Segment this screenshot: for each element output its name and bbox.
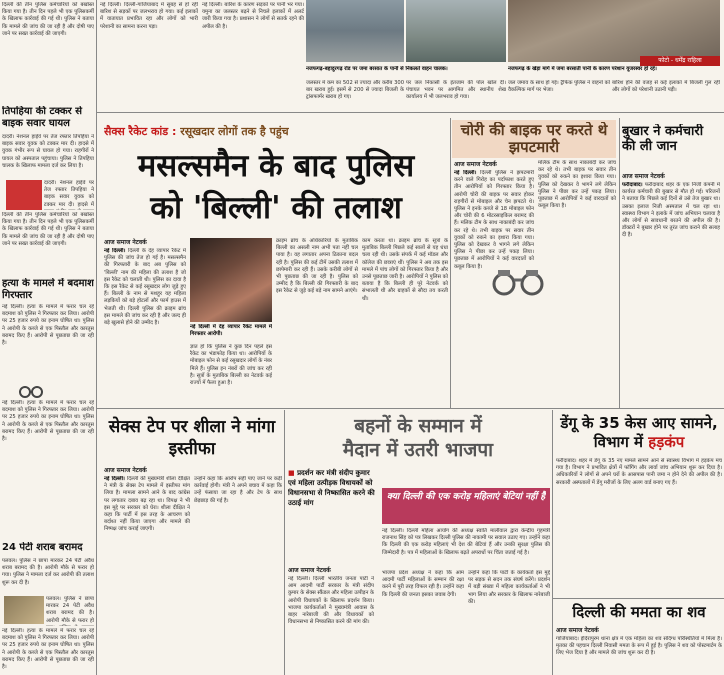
dengue-text: फरीदाबाद। शहर में डेंगू के 35 नए मामले सामने आने से स्वास्थ्य विभाग में हड़कंप मच गया है। विभाग ने प्रभावित क्षेत्रों में फॉगिंग और लार्वा जांच अभियान शुरू कर दिया है। अधिकारियों ने लोगों से अपने घरों के आसपास पानी जमा न होने देने की अपील की है। सरकारी अस्पतालों में डेंगू मरीजों के लिए अलग वार्ड बनाए गए हैं। (556, 458, 722, 486)
left-story-3c: नई दिल्ली। हत्या के मामले में फरार चल रहे बदमाश को पुलिस ने गिरफ्तार कर लिया। आरोपी पर 25 हजार रुपये का इनाम घोषित था। पुलिस ने आरोपी के कब्जे से एक पिस्तौल और कारतूस बरामद किए हैं। आरोपी से पूछताछ की जा रही है। (2, 628, 94, 671)
top-photo-2 (406, 0, 506, 62)
bike-text-1: नई दिल्ली। दिल्ली पुलिस ने झपटमारी करने वाले गिरोह का पर्दाफाश करते हुए तीन आरोपियों को गिरफ्तार किया है। आरोपी चोरी की बाइक पर सवार होकर राहगीरों से मोबाइल और चेन झपटते थे। पुलिस ने इनके कब्जे से 18 मोबाइल फोन और चोरी की 6 मोटरसाइकिल बरामद की हैं। मलिक टीम के साथ नाकाबंदी कर जांच कर रहे थे। तभी बाइक पर सवार तीन युवकों को रुकने का इशारा किया गया। पुलिस को देखकर वे भागने लगे लेकिन पुलिस ने पीछा कर उन्हें पकड़ लिया। पूछताछ में आरोपियों ने कई वारदातों को कबूल किया है। (454, 170, 534, 270)
mamata-headline: दिल्ली की ममता का शव (572, 603, 706, 621)
top-caption-1: नजफगढ़-बहादुरगढ़ रोड पर जमा बरसात के पानी से निकलते वाहन चालक। (306, 66, 448, 72)
mamata-text: गाजियाबाद। इंदिरापुरम थाना क्षेत्र में एक महिला का शव संदिग्ध परिस्थितियों में मिला है। मृतका की पहचान दिल्ली निवासी ममता के रूप में हुई है। पुलिस ने शव को पोस्टमार्टम के लिए भेज दिया है और मामले की जांच शुरू कर दी है। (556, 636, 722, 657)
bjp-quote-headline: क्या दिल्ली की एक करोड़ महिलाएं बेटियां नहीं हैं (386, 492, 546, 502)
dengue-headline-highlight: हड़कंप (648, 433, 685, 451)
sheila-text-2: उन्होंने कहा कि आरोप सही पाए जाने पर कड़ी कार्रवाई होगी। मंत्री ने अपने बचाव में कहा कि उन्हें फंसाया जा रहा है और टेप के साथ छेड़छाड़ की गई है। (194, 476, 282, 504)
left-story-1b: दादरी। नेशनल हाईवे पर तेज रफ्तार तिपहिया ने बाइक सवार युवक को टक्कर मार दी। हादसे में (44, 180, 94, 208)
bjp-headline-line1: बहनों के सम्मान में (354, 415, 482, 437)
main-dateline: नई दिल्ली। (104, 248, 126, 254)
left-story-1: दादरी। नेशनल हाईवे पर तेज रफ्तार तिपहिया ने बाइक सवार युवक को टक्कर मार दी। हादसे में युवक गंभीर रूप से घायल हो गया। राहगीरों ने घायल को अस्पताल पहुंचाया। पुलिस ने तिपहिया चालक के खिलाफ मामला दर्ज कर लिया है। (2, 134, 94, 169)
sheila-text: नई दिल्ली। दिल्ली की मुख्यमंत्री शीला दीक्षित ने मंत्री के सेक्स टेप मामले में इस्तीफा मांग लिया है। मामला सामने आने के बाद कांग्रेस पर लगातार दबाव बढ़ रहा था। विपक्ष ने भी इस मुद्दे पर सरकार को घेरा। शीला दीक्षित ने कहा कि पार्टी में इस तरह के आचरण को बर्दाश्त नहीं किया जाएगा और मामले की निष्पक्ष जांच कराई जाएगी। (104, 476, 190, 533)
bjp-text: नई दिल्ली। दिल्ली भारतीय जनता पार्टी ने आम आदमी पार्टी सरकार के मंत्री संदीप कुमार के सेक्स स्कैंडल और महिला उत्पीड़न के आरोपी विधायकों के खिलाफ प्रदर्शन किया। भाजपा कार्यकर्ताओं ने मुख्यमंत्री आवास के बाहर नारेबाजी की और विधायकों को विधानसभा से निष्कासित करने की मांग की। (288, 576, 374, 626)
left-story-1c: दिल्ली की तीन पुलिस कर्मचारियों को बर्खास्त किया गया है। तीन दिन पहले भी एक पुलिसकर्मी के खिलाफ कार्रवाई की गई थी। पुलिस ने बताया कि मामले की जांच की जा रही है और दोषी पाए जाने पर सख्त कार्रवाई की जाएगी। (2, 212, 94, 247)
main-photo-caption: नई दिल्ली में देह व्यापार रैकेट मामले में गिरफ्तार आरोपी। (190, 324, 272, 338)
main-photo (190, 238, 272, 322)
main-col4: काम करता था। क्राइम ब्रांच के सूत्रों के मुताबिक बिल्ली पिछले कई सालों से यह धंधा चला रही थी। उसके संपर्क में कई मॉडल और कॉलेज की छात्राएं थीं। पुलिस ने अब तक इस मामले में पांच लोगों को गिरफ्तार किया है और उनसे पूछताछ जारी है। आरोपियों ने पुलिस को बताया है कि बिल्ली ही पूरे नेटवर्क को संभालती थी और ग्राहकों से सौदा तय करती थी। (362, 238, 448, 302)
bjp-byline: आज समाज नेटवर्क (288, 567, 331, 574)
main-col2: ज्ञात हो कि पुलिस ने कुछ दिन पहले इस रैकेट का भंडाफोड़ किया था। आरोपियों के मोबाइल फोन से कई रसूखदार लोगों के नंबर मिले हैं। पुलिस इन नंबरों की जांच कर रही है। सूत्रों के मुताबिक बिल्ली का नेटवर्क कई राज्यों में फैला हुआ है। (190, 344, 272, 387)
kicker-red: सैक्स रैकेट कांड : (104, 125, 177, 138)
main-col1: नई दिल्ली। दिल्ली के देह व्यापार रैकेट में पुलिस की जांच तेज हो गई है। मसल्समैन की गिरफ्तारी के बाद अब पुलिस को 'बिल्ली' नाम की महिला की तलाश है जो इस रैकेट को चलाती थी। पुलिस का दावा है कि इस रैकेट से कई रसूखदार लोग जुड़े हुए हैं। बिल्ली के नाम से मशहूर यह महिला लड़कियों को बड़े होटलों और फार्म हाउस में भेजती थी। दिल्ली पुलिस की क्राइम ब्रांच इस मामले की जांच कर रही है और जल्द ही बड़े खुलासे होने की उम्मीद है। (104, 248, 186, 327)
left-headline-3: 24 पेटी शराब बरामद (2, 542, 83, 553)
fever-byline: आज समाज नेटवर्क (622, 173, 665, 180)
bjp-subheadline: ■ प्रदर्शन कर मंत्री संदीप कुमार एवं महिला उत्पीड़क विधायकों को विधानसभा से निष्कासित करने की उठाई मांग (288, 469, 375, 507)
kicker-brown: रसूखदार लोगों तक है पहुंच (180, 125, 289, 138)
left-story-2: नई दिल्ली। हत्या के मामले में फरार चल रहे बदमाश को पुलिस ने गिरफ्तार कर लिया। आरोपी पर 25 हजार रुपये का इनाम घोषित था। पुलिस ने आरोपी के कब्जे से एक पिस्तौल और कारतूस बरामद किए हैं। आरोपी से पूछताछ की जा रही है। (2, 304, 94, 347)
mamata-byline: आज समाज नेटवर्क (556, 627, 599, 634)
fever-dateline: फरीदाबाद। (622, 182, 643, 188)
bjp-text-3: उन्होंने कहा कि पार्टी के कार्यकर्ता इस मुद्दे पर सड़क से सदन तक संघर्ष करेंगे। प्रदर्शन में बड़ी संख्या में महिला कार्यकर्ताओं ने भी भाग लिया और सरकार के खिलाफ नारेबाजी की। (468, 570, 550, 605)
bjp-headline-line2: मैदान में उतरी भाजपा (342, 439, 494, 461)
bike-dateline: नई दिल्ली। (454, 170, 477, 176)
left-headline-2: हत्या के मामले में बदमाश गिरफ्तार (2, 278, 94, 301)
bike-text-2: मलिक टीम के साथ नाकाबंदी कर जांच कर रहे थे। तभी बाइक पर सवार तीन युवकों को रुकने का इशारा किया गया। पुलिस को देखकर वे भागने लगे लेकिन पुलिस ने पीछा कर उन्हें पकड़ लिया। पूछताछ में आरोपियों ने कई वारदातों को कबूल किया है। (538, 160, 616, 210)
left-story-2b: नई दिल्ली। हत्या के मामले में फरार चल रहे बदमाश को पुलिस ने गिरफ्तार कर लिया। आरोपी पर 25 हजार रुपये का इनाम घोषित था। पुलिस ने आरोपी के कब्जे से एक पिस्तौल और कारतूस बरामद किए हैं। आरोपी से पूछताछ की जा रही है। (2, 400, 94, 443)
left-story-3b: पलवल। पुलिस ने छापा मारकर 24 पेटी अवैध शराब बरामद की है। आरोपी मौके से फरार हो (46, 596, 94, 624)
main-headline-line2: को 'बिल्ली' की तलाश (150, 190, 402, 226)
top-photo-1 (306, 0, 404, 62)
top-photo-3 (508, 0, 720, 62)
sheila-dateline: नई दिल्ली। (104, 476, 125, 482)
left-bottom-photo (4, 596, 44, 624)
top-strip-text1: जलस्तर में कम का 502 से ज्यादा और करीब 300 बार खराब हुई। इसमें से 200 से ज्यादा बिजली के ट्रांसफार्मर खराब हो गए। (306, 80, 404, 101)
sheila-headline: सेक्स टेप पर शीला ने मांगा इस्तीफा (108, 417, 276, 459)
left-story-3: पलवल। पुलिस ने छापा मारकर 24 पेटी अवैध शराब बरामद की है। आरोपी मौके से फरार हो गया। पुलिस ने मामला दर्ज कर आरोपी की तलाश शुरू कर दी है। (2, 558, 94, 586)
left-headline-1: तिपहिया की टक्कर से बाइक सवार घायल (2, 106, 82, 129)
top-strip-col2: नई दिल्ली। बारिश के कारण सड़कों पर पानी भर गया। यमुना का जलस्तर बढ़ने से निचले इलाकों में अलर्ट जारी किया गया है। प्रशासन ने लोगों से सतर्क रहने की अपील की है। (202, 2, 304, 30)
top-strip-text3: जल जमाव के साथ हो गई। ट्रैफिक पुलिस ने वाहनों को वैकल्पिक मार्ग पर भेजा। (508, 80, 610, 94)
kicker (104, 124, 434, 140)
bjp-quote-text: नई दिल्ली। दिल्ली महिला आयोग की अध्यक्ष स्वाति मालीवाल द्वारा केन्द्रीय गृहमंत्री राजनाथ सिंह को पत्र लिखकर दिल्ली पुलिस की नाकामी पर सवाल उठाए गए। उन्होंने कहा कि दिल्ली की एक करोड़ महिलाएं भी देश की बेटियां हैं और उनकी सुरक्षा पुलिस की जिम्मेदारी है। पत्र में महिलाओं के खिलाफ बढ़ते अपराधों पर चिंता जताई गई है। (382, 528, 550, 556)
main-col3: क्राइम ब्रांच के अधिकारियों के मुताबिक बिल्ली का असली नाम अभी पता नहीं चल पाया है। वह लगातार अपना ठिकाना बदल रही है। पुलिस की कई टीमें उसकी तलाश में छापेमारी कर रही हैं। उसके करीबी लोगों से भी पूछताछ की जा रही है। पुलिस को उम्मीद है कि बिल्ली की गिरफ्तारी के बाद इस रैकेट से जुड़े कई बड़े नाम सामने आएंगे। (276, 238, 358, 295)
top-strip-text4: बारिश होने की वजह से कई इलाकों में बिजली गुल रही और लोगों को परेशानी उठानी पड़ी। (612, 80, 720, 94)
fever-headline: बुखार ने कर्मचारी की ली जान (622, 124, 704, 154)
left-thumbnail-photo (6, 180, 42, 210)
main-headline-line1: मसल्समैन के बाद पुलिस (137, 148, 415, 184)
top-strip-text2: पर जल निकासी के इंतजाम की पोल खोल दी। पंचायत भवन पर आगमित और स्थानीय शेख कार्यालय में भी जलभराव हो गया। (406, 80, 506, 101)
left-top-text: दिल्ली की तीन पुलिस कर्मचारियों को बर्खास्त किया गया है। तीन दिन पहले भी एक पुलिसकर्मी के खिलाफ कार्रवाई की गई थी। पुलिस ने बताया कि मामले की जांच की जा रही है और दोषी पाए जाने पर सख्त कार्रवाई की जाएगी। (2, 2, 94, 37)
main-byline: आज समाज नेटवर्क (104, 239, 147, 246)
top-strip-col1: नई दिल्ली। दिल्ली-गाजियाबाद में सुबह से हो रही बारिश से सड़कों पर जलभराव हो गया। कई इलाकों में यातायात प्रभावित रहा और लोगों को भारी परेशानी का सामना करना पड़ा। (100, 2, 198, 30)
fever-text: फरीदाबाद। फरीदाबाद शहर के एक निजी कंपनी में कार्यरत कर्मचारी की बुखार से मौत हो गई। परिजनों ने बताया कि पिछले कई दिनों से उसे तेज बुखार था। उसका इलाज निजी अस्पताल में चल रहा था। स्वास्थ्य विभाग ने इलाके में जांच अभियान चलाया है और लोगों से सावधानी बरतने की अपील की है। डॉक्टरों ने बुखार होने पर तुरंत जांच कराने की सलाह दी है। (622, 182, 720, 239)
bjp-text-2: भाजपा प्रदेश अध्यक्ष ने कहा कि आम आदमी पार्टी महिलाओं के सम्मान की रक्षा करने में पूरी तरह विफल रही है। उन्होंने कहा कि दिल्ली की जनता इसका जवाब देगी। (382, 570, 464, 598)
bjp-sub-marker: ■ (288, 469, 298, 477)
photo-credit: फोटो - धर्मेंद्र राहिला (640, 56, 720, 66)
sheila-byline: आज समाज नेटवर्क (104, 467, 147, 474)
dengue-headline: डेंगू के 35 केस आए सामने, विभाग में हड़कंप (560, 414, 718, 451)
bike-byline: आज समाज नेटवर्क (454, 161, 497, 168)
top-caption-2: नजफगढ़ के खेड़ा मार्ग में जमा बरसाती पानी के कारण परेशान यूजरस्वर हो रहे। (508, 66, 657, 72)
bike-headline: चोरी की बाइक पर करते थे झपटमारी (460, 122, 608, 156)
handcuff-icon (18, 384, 44, 398)
